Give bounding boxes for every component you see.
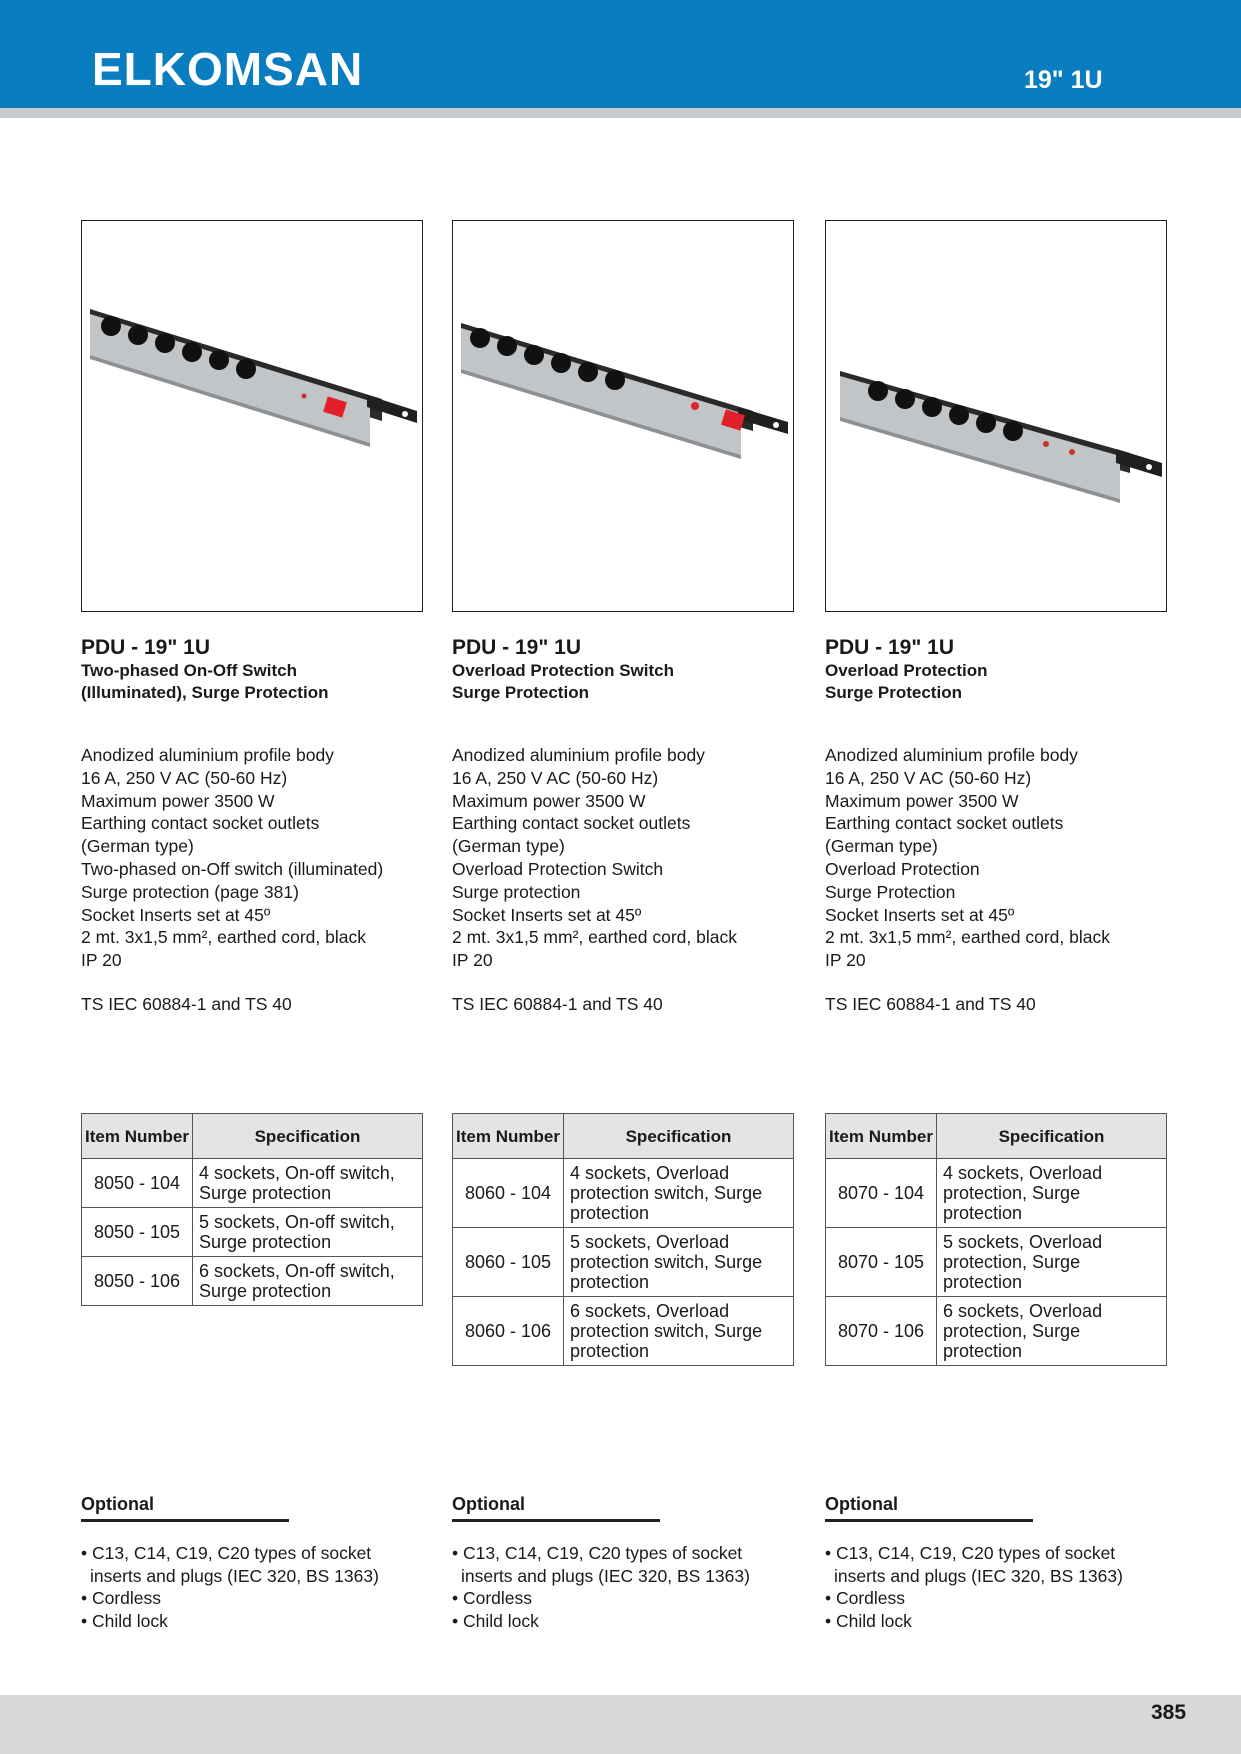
table-header-spec: Specification xyxy=(564,1114,794,1159)
item-spec: 6 sockets, Overload protection, Surge protection xyxy=(937,1297,1167,1366)
spec-line: Overload Protection xyxy=(825,858,980,879)
optional-section-1 xyxy=(81,1494,421,1632)
item-number: 8060 - 105 xyxy=(453,1228,564,1297)
optional-item: • C13, C14, C19, C20 types of socket xyxy=(452,1543,743,1563)
item-number: 8050 - 104 xyxy=(82,1159,193,1208)
footer-bar xyxy=(0,1695,1241,1754)
spec-line: (German type) xyxy=(81,836,194,857)
table-row xyxy=(826,1228,1167,1297)
spec-line: 2 mt. 3x1,5 mm², earthed cord, black xyxy=(825,927,1110,948)
spec-line: IP 20 xyxy=(81,950,122,971)
optional-section-2 xyxy=(452,1494,792,1632)
table-row xyxy=(826,1297,1167,1366)
spec-line: Socket Inserts set at 45º xyxy=(825,904,1015,925)
product-subtitle-line: Overload Protection xyxy=(825,661,988,680)
item-number: 8070 - 104 xyxy=(826,1159,937,1228)
item-spec: 6 sockets, On-off switch, Surge protection xyxy=(193,1257,423,1306)
spec-line: Overload Protection Switch xyxy=(452,858,664,879)
spec-line: 16 A, 250 V AC (50-60 Hz) xyxy=(825,767,1032,788)
item-spec: 5 sockets, On-off switch, Surge protection xyxy=(193,1208,423,1257)
optional-underline xyxy=(452,1519,660,1522)
optional-title: Optional xyxy=(452,1494,525,1514)
item-number: 8050 - 106 xyxy=(82,1257,193,1306)
spec-line: Maximum power 3500 W xyxy=(81,790,275,811)
header-divider xyxy=(0,108,1241,118)
page-number: 385 xyxy=(1151,1701,1187,1724)
standard-line: TS IEC 60884-1 and TS 40 xyxy=(452,993,663,1014)
optional-title: Optional xyxy=(81,1494,154,1514)
spec-list xyxy=(452,744,794,972)
standard-line: TS IEC 60884-1 and TS 40 xyxy=(81,993,292,1014)
table-row xyxy=(82,1208,423,1257)
spec-line: Surge Protection xyxy=(825,881,956,902)
item-table-2 xyxy=(452,1113,794,1366)
optional-item: • C13, C14, C19, C20 types of socket xyxy=(81,1543,372,1563)
item-number: 8060 - 104 xyxy=(453,1159,564,1228)
spec-line: Earthing contact socket outlets xyxy=(825,813,1064,834)
product-column-1 xyxy=(81,220,423,1015)
spec-line: (German type) xyxy=(452,836,565,857)
optional-list xyxy=(452,1542,792,1632)
optional-item: inserts and plugs (IEC 320, BS 1363) xyxy=(90,1565,379,1586)
spec-line: Socket Inserts set at 45º xyxy=(452,904,642,925)
product-title: PDU - 19" 1U xyxy=(81,636,210,659)
product-subtitle-line: Surge Protection xyxy=(452,683,589,702)
optional-item: • Child lock xyxy=(452,1610,539,1631)
optional-title: Optional xyxy=(825,1494,898,1514)
table-row xyxy=(826,1159,1167,1228)
spec-line: IP 20 xyxy=(452,950,493,971)
optional-item: • Cordless xyxy=(825,1588,906,1609)
optional-list xyxy=(81,1542,421,1632)
optional-item: • Cordless xyxy=(81,1588,162,1609)
pdu-image xyxy=(453,221,793,611)
product-subtitle-line: Surge Protection xyxy=(825,683,962,702)
optional-item: • Child lock xyxy=(81,1610,168,1631)
item-spec: 4 sockets, Overload protection, Surge protection xyxy=(937,1159,1167,1228)
spec-line: 2 mt. 3x1,5 mm², earthed cord, black xyxy=(452,927,737,948)
table-row xyxy=(82,1257,423,1306)
spec-line: 16 A, 250 V AC (50-60 Hz) xyxy=(452,767,659,788)
product-column-2 xyxy=(452,220,794,1015)
item-spec: 6 sockets, Overload protection switch, Surge protection xyxy=(564,1297,794,1366)
table-row xyxy=(453,1228,794,1297)
format-label: 19" 1U xyxy=(1024,66,1103,94)
item-spec: 4 sockets, On-off switch, Surge protection xyxy=(193,1159,423,1208)
table-row xyxy=(82,1159,423,1208)
optional-item: inserts and plugs (IEC 320, BS 1363) xyxy=(461,1565,750,1586)
item-spec: 5 sockets, Overload protection switch, Surge protection xyxy=(564,1228,794,1297)
item-number: 8070 - 105 xyxy=(826,1228,937,1297)
item-number: 8050 - 105 xyxy=(82,1208,193,1257)
optional-underline xyxy=(81,1519,289,1522)
product-subtitle-line: Two-phased On-Off Switch xyxy=(81,661,297,680)
item-table-3 xyxy=(825,1113,1167,1366)
product-title: PDU - 19" 1U xyxy=(452,636,581,659)
spec-line: Anodized aluminium profile body xyxy=(452,745,705,765)
spec-line: (German type) xyxy=(825,836,938,857)
spec-line: 16 A, 250 V AC (50-60 Hz) xyxy=(81,767,288,788)
table-header-spec: Specification xyxy=(193,1114,423,1159)
product-subtitle-line: (Illuminated), Surge Protection xyxy=(81,683,329,702)
table-row xyxy=(453,1159,794,1228)
spec-line: Maximum power 3500 W xyxy=(452,790,646,811)
spec-line: Anodized aluminium profile body xyxy=(81,745,334,765)
pdu-image xyxy=(826,221,1166,611)
product-subtitle-line: Overload Protection Switch xyxy=(452,661,674,680)
table-header-item: Item Number xyxy=(453,1114,564,1159)
item-spec: 4 sockets, Overload protection switch, Surge protection xyxy=(564,1159,794,1228)
table-header-spec: Specification xyxy=(937,1114,1167,1159)
spec-line: Two-phased on-Off switch (illuminated) xyxy=(81,858,384,879)
pdu-image xyxy=(82,221,422,611)
optional-item: inserts and plugs (IEC 320, BS 1363) xyxy=(834,1565,1123,1586)
optional-item: • Child lock xyxy=(825,1610,912,1631)
product-title: PDU - 19" 1U xyxy=(825,636,954,659)
spec-line: Anodized aluminium profile body xyxy=(825,745,1078,765)
optional-item: • Cordless xyxy=(452,1588,533,1609)
product-column-3 xyxy=(825,220,1167,1015)
spec-list xyxy=(81,744,423,972)
spec-line: Earthing contact socket outlets xyxy=(452,813,691,834)
optional-list xyxy=(825,1542,1165,1632)
item-spec: 5 sockets, Overload protection, Surge protection xyxy=(937,1228,1167,1297)
optional-item: • C13, C14, C19, C20 types of socket xyxy=(825,1543,1116,1563)
item-table-1 xyxy=(81,1113,423,1306)
spec-line: Maximum power 3500 W xyxy=(825,790,1019,811)
spec-line: Surge protection xyxy=(452,881,581,902)
table-header-item: Item Number xyxy=(826,1114,937,1159)
spec-line: Socket Inserts set at 45º xyxy=(81,904,271,925)
product-photo-2 xyxy=(452,220,794,612)
brand-name: ELKOMSAN xyxy=(92,43,364,95)
standard-line: TS IEC 60884-1 and TS 40 xyxy=(825,993,1036,1014)
spec-list xyxy=(825,744,1167,972)
spec-line: Earthing contact socket outlets xyxy=(81,813,320,834)
spec-line: IP 20 xyxy=(825,950,866,971)
table-header-item: Item Number xyxy=(82,1114,193,1159)
table-row xyxy=(453,1297,794,1366)
spec-line: 2 mt. 3x1,5 mm², earthed cord, black xyxy=(81,927,366,948)
spec-line: Surge protection (page 381) xyxy=(81,881,299,902)
optional-underline xyxy=(825,1519,1033,1522)
item-number: 8070 - 106 xyxy=(826,1297,937,1366)
product-photo-1 xyxy=(81,220,423,612)
item-number: 8060 - 106 xyxy=(453,1297,564,1366)
optional-section-3 xyxy=(825,1494,1165,1632)
product-photo-3 xyxy=(825,220,1167,612)
